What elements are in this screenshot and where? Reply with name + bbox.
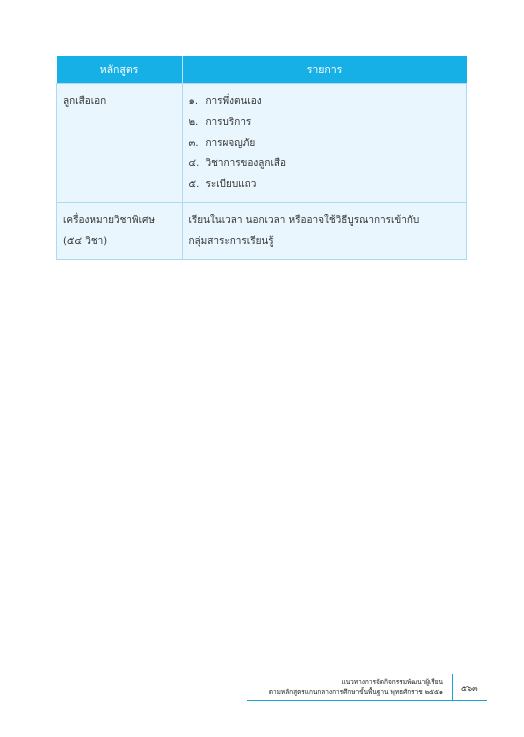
item-text: การผจญภัย [205, 137, 256, 149]
header-items: รายการ [182, 56, 467, 84]
items-cell [182, 84, 467, 203]
course-cell [57, 84, 183, 203]
header-course: หลักสูตร [57, 56, 183, 84]
item-number: ๓. [188, 137, 199, 149]
list-item [189, 92, 461, 113]
item-list [189, 92, 461, 196]
footer-divider-vertical [452, 674, 453, 700]
item-text: การพึ่งตนเอง [205, 96, 262, 107]
item-text: การบริการ [205, 116, 252, 128]
list-item [189, 134, 461, 155]
item-text: ระเบียบแถว [205, 179, 257, 191]
course-cell [57, 202, 183, 259]
item-number: ๑. [188, 96, 199, 107]
curriculum-table [56, 56, 467, 260]
table-header-row [57, 56, 467, 84]
item-text: วิชาการของลูกเสือ [205, 158, 286, 170]
list-item [189, 175, 461, 196]
items-cell [182, 202, 467, 259]
table-row [57, 84, 467, 203]
list-item [189, 154, 461, 175]
table-row [57, 202, 467, 259]
course-name: ลูกเสือเอก [63, 96, 107, 107]
footer-divider-horizontal [247, 700, 487, 701]
page-number: ๕๖๓ [461, 684, 478, 693]
item-number: ๕. [188, 179, 200, 191]
item-number: ๒. [188, 116, 199, 128]
footer-title: แนวทางการจัดกิจกรรมพัฒนาผู้เรียน [341, 678, 443, 686]
course-name: เครื่องหมายวิชาพิเศษ [63, 214, 155, 226]
course-count: (๕๔ วิชา) [63, 235, 108, 247]
description-line: กลุ่มสาระการเรียนรู้ [188, 235, 274, 247]
list-item [189, 113, 461, 134]
item-number: ๔. [188, 158, 200, 170]
description-line: เรียนในเวลา นอกเวลา หรืออาจใช้วิธีบูรณาการเข้ากับ [188, 214, 420, 226]
footer-subtitle: ตามหลักสูตรแกนกลางการศึกษาขั้นพื้นฐาน พุทธศักราช ๒๕๕๑ [268, 688, 443, 696]
